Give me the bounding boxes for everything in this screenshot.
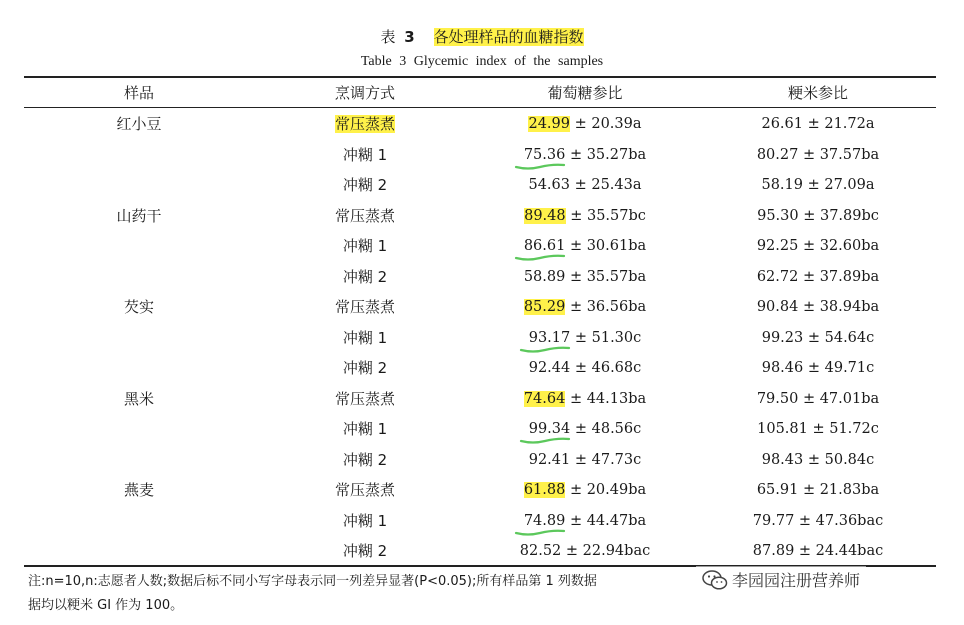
cell-glucose-gi <box>488 419 682 439</box>
cell-rice-gi: 65.91 ± 21.83ba <box>756 482 880 498</box>
cell-method <box>287 480 443 500</box>
header-sample: 样品 <box>123 84 154 102</box>
glucose-gi-value: 82.52 <box>519 543 562 559</box>
cell-glucose-gi <box>488 541 682 561</box>
glucose-gi-sd: ± 20.49ba <box>565 482 647 498</box>
method-text: 常压蒸煮 <box>334 389 395 408</box>
cell-glucose-gi <box>488 267 682 287</box>
cell-sample: 黑米 <box>123 389 154 408</box>
glucose-gi-sd: ± 25.43a <box>569 177 642 193</box>
cell-glucose-gi <box>488 389 682 409</box>
method-text: 冲糊 2 <box>342 450 388 469</box>
cell-glucose-gi <box>488 450 682 470</box>
watermark <box>696 566 866 593</box>
cell-method <box>287 236 443 256</box>
method-text: 常压蒸煮 <box>334 298 395 316</box>
method-text: 冲糊 2 <box>342 267 388 286</box>
cell-method <box>287 419 443 439</box>
header-rice-reference: 粳米参比 <box>787 84 848 102</box>
glucose-gi-sd: ± 20.39a <box>569 116 642 132</box>
cell-method <box>287 328 443 348</box>
footnote-line-2: 据均以粳米 GI 作为 100。 <box>28 598 184 613</box>
cell-rice-gi: 79.50 ± 47.01ba <box>756 390 880 407</box>
cell-rice-gi: 79.77 ± 47.36bac <box>752 512 884 529</box>
table-number: 3 <box>404 28 415 46</box>
footnote-line-1: 注:n=10,n:志愿者人数;数据后标不同小写字母表示同一列差异显著(P<0.05);所有样品第 1 列数据 <box>28 574 597 589</box>
cell-rice-gi: 26.61 ± 21.72a <box>761 116 875 132</box>
glucose-gi-value: 86.61 <box>523 238 566 254</box>
cell-rice-gi: 90.84 ± 38.94ba <box>756 299 880 315</box>
cell-method <box>287 450 443 470</box>
table-title <box>0 26 964 47</box>
glucose-gi-sd: ± 35.57bc <box>565 207 646 224</box>
cell-rice-gi: 98.43 ± 50.84c <box>761 451 875 468</box>
cell-glucose-gi <box>488 358 682 378</box>
cell-method <box>287 145 443 165</box>
cell-glucose-gi <box>488 236 682 256</box>
glucose-gi-value: 93.17 <box>528 329 571 346</box>
method-text: 冲糊 1 <box>342 237 388 255</box>
table-title-english: Table 3 Glycemic index of the samples <box>360 54 604 69</box>
method-text: 冲糊 1 <box>342 511 388 530</box>
cell-method <box>287 175 443 195</box>
header-glucose-reference: 葡萄糖参比 <box>547 84 623 102</box>
cell-rice-gi: 92.25 ± 32.60ba <box>756 238 880 254</box>
method-text: 冲糊 2 <box>342 359 388 377</box>
table-title-text: 各处理样品的血糖指数 <box>433 28 584 46</box>
cell-method <box>287 297 443 317</box>
cell-rice-gi: 105.81 ± 51.72c <box>757 421 879 437</box>
glucose-gi-value: 89.48 <box>524 207 566 224</box>
method-text: 常压蒸煮 <box>334 481 395 499</box>
glucose-gi-value: 24.99 <box>528 116 570 132</box>
cell-rice-gi: 80.27 ± 37.57ba <box>756 146 880 163</box>
cell-sample: 山药干 <box>116 206 162 225</box>
cell-sample: 芡实 <box>123 298 154 316</box>
method-text: 冲糊 1 <box>342 420 388 438</box>
glucose-gi-value: 58.89 <box>523 268 566 285</box>
glucose-gi-value: 74.89 <box>523 512 566 529</box>
method-text: 冲糊 2 <box>342 542 388 560</box>
cell-glucose-gi <box>488 328 682 348</box>
glucose-gi-value: 61.88 <box>523 482 566 498</box>
glucose-gi-sd: ± 48.56c <box>570 421 642 437</box>
table-title-prefix: 表 <box>380 28 396 46</box>
cell-rice-gi: 62.72 ± 37.89ba <box>756 268 880 285</box>
cell-method <box>287 358 443 378</box>
cell-method <box>287 389 443 409</box>
cell-method <box>287 206 443 226</box>
glucose-gi-value: 74.64 <box>523 390 566 407</box>
cell-glucose-gi <box>488 480 682 500</box>
glucose-gi-sd: ± 46.68c <box>570 360 642 376</box>
method-text: 冲糊 1 <box>342 145 388 164</box>
glucose-gi-sd: ± 44.13ba <box>565 390 647 407</box>
method-text: 常压蒸煮 <box>334 206 395 225</box>
glucose-gi-sd: ± 44.47ba <box>565 512 647 529</box>
glucose-gi-sd: ± 35.57ba <box>565 268 647 285</box>
cell-method <box>287 541 443 561</box>
header-method: 烹调方式 <box>334 84 395 102</box>
cell-glucose-gi <box>488 511 682 531</box>
cell-rice-gi: 58.19 ± 27.09a <box>761 177 875 193</box>
glucose-gi-sd: ± 51.30c <box>570 329 642 346</box>
cell-glucose-gi <box>488 175 682 195</box>
cell-rice-gi: 87.89 ± 24.44bac <box>752 543 884 559</box>
cell-method <box>287 267 443 287</box>
glucose-gi-value: 85.29 <box>523 299 566 315</box>
cell-glucose-gi <box>488 114 682 134</box>
cell-rice-gi: 95.30 ± 37.89bc <box>757 207 879 224</box>
cell-rice-gi: 98.46 ± 49.71c <box>761 360 875 376</box>
glucose-gi-sd: ± 47.73c <box>570 451 642 468</box>
glucose-gi-value: 99.34 <box>528 421 571 437</box>
glucose-gi-sd: ± 22.94bac <box>561 543 651 559</box>
cell-rice-gi: 99.23 ± 54.64c <box>761 329 875 346</box>
cell-sample: 燕麦 <box>123 481 154 499</box>
header-rule <box>24 107 936 108</box>
cell-method <box>287 114 443 134</box>
method-text: 冲糊 1 <box>342 328 388 347</box>
glucose-gi-sd: ± 30.61ba <box>565 238 647 254</box>
cell-glucose-gi <box>488 297 682 317</box>
glucose-gi-sd: ± 36.56ba <box>565 299 647 315</box>
method-text: 冲糊 2 <box>342 176 388 194</box>
glucose-gi-sd: ± 35.27ba <box>565 146 647 163</box>
glucose-gi-value: 92.41 <box>528 451 571 468</box>
cell-method <box>287 511 443 531</box>
glucose-gi-value: 54.63 <box>528 177 570 193</box>
glucose-gi-value: 75.36 <box>523 146 566 163</box>
top-rule <box>24 76 936 78</box>
glucose-gi-value: 92.44 <box>528 360 571 376</box>
cell-glucose-gi <box>488 206 682 226</box>
watermark-text: 李园园注册营养师 <box>732 571 861 590</box>
cell-glucose-gi <box>488 145 682 165</box>
method-text: 常压蒸煮 <box>334 115 395 133</box>
cell-sample: 红小豆 <box>116 115 162 133</box>
wechat-icon <box>702 569 728 591</box>
